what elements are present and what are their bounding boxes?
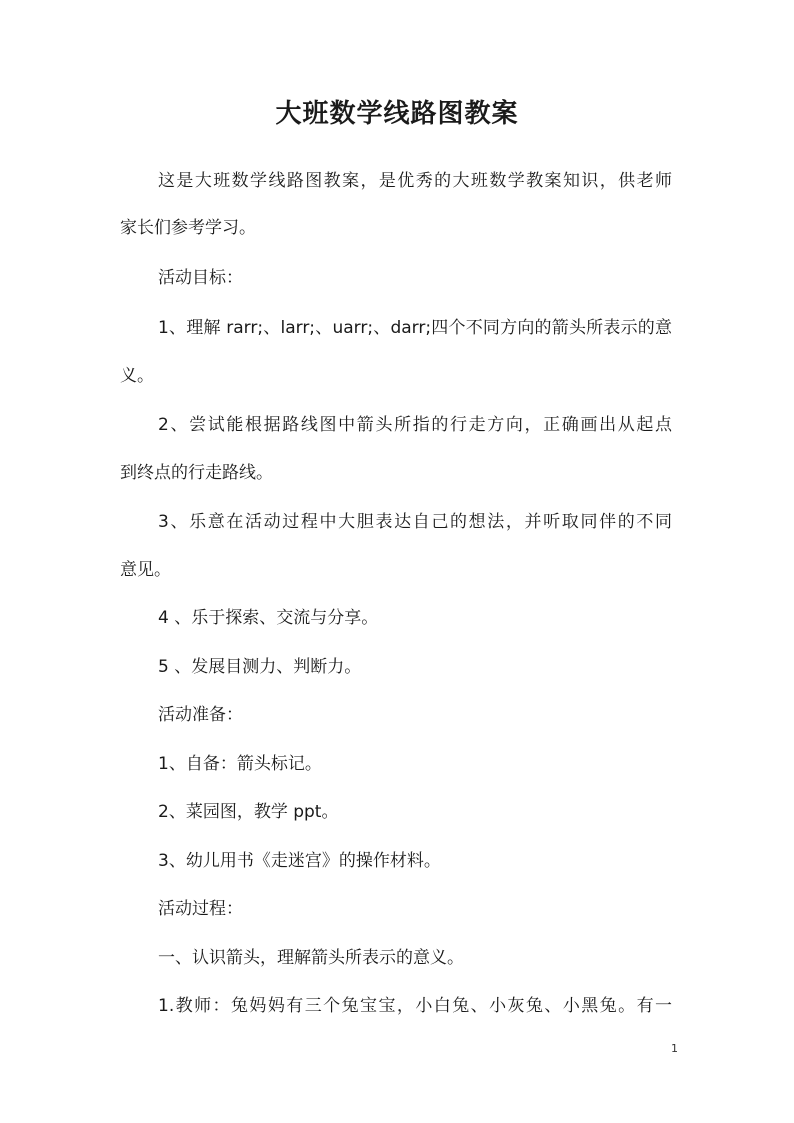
paragraph-intro-line-2: 家长们参考学习。 [120,218,256,238]
process-step-1: 1.教师：兔妈妈有三个兔宝宝，小白兔、小灰兔、小黑兔。有一 [158,996,672,1016]
preparation-3: 3、幼儿用书《走迷宫》的操作材料。 [158,851,441,871]
paragraph-intro-line-1: 这是大班数学线路图教案，是优秀的大班数学教案知识，供老师 [158,171,672,191]
goal-1-line-2: 义。 [120,366,154,386]
heading-activity-process: 活动过程： [158,899,243,919]
preparation-1: 1、自备：箭头标记。 [158,754,322,774]
heading-activity-preparation: 活动准备： [158,705,243,725]
goal-3-line-2: 意见。 [120,560,171,580]
goal-1-line-1: 1、理解 rarr;、larr;、uarr;、darr;四个不同方向的箭头所表示的意 [158,318,672,338]
preparation-2: 2、菜园图，教学 ppt。 [158,802,339,822]
goal-5: 5 、发展目测力、判断力。 [158,657,362,677]
goal-3-line-1: 3、乐意在活动过程中大胆表达自己的想法，并听取同伴的不同 [158,512,672,532]
page-title: 大班数学线路图教案 [275,99,519,129]
goal-4: 4 、乐于探索、交流与分享。 [158,608,379,628]
heading-activity-goals: 活动目标： [158,268,243,288]
goal-2-line-2: 到终点的行走路线。 [120,463,273,483]
goal-2-line-1: 2、尝试能根据路线图中箭头所指的行走方向，正确画出从起点 [158,415,672,435]
page-number: 1 [671,1042,678,1055]
process-section-1: 一、认识箭头，理解箭头所表示的意义。 [158,948,464,968]
